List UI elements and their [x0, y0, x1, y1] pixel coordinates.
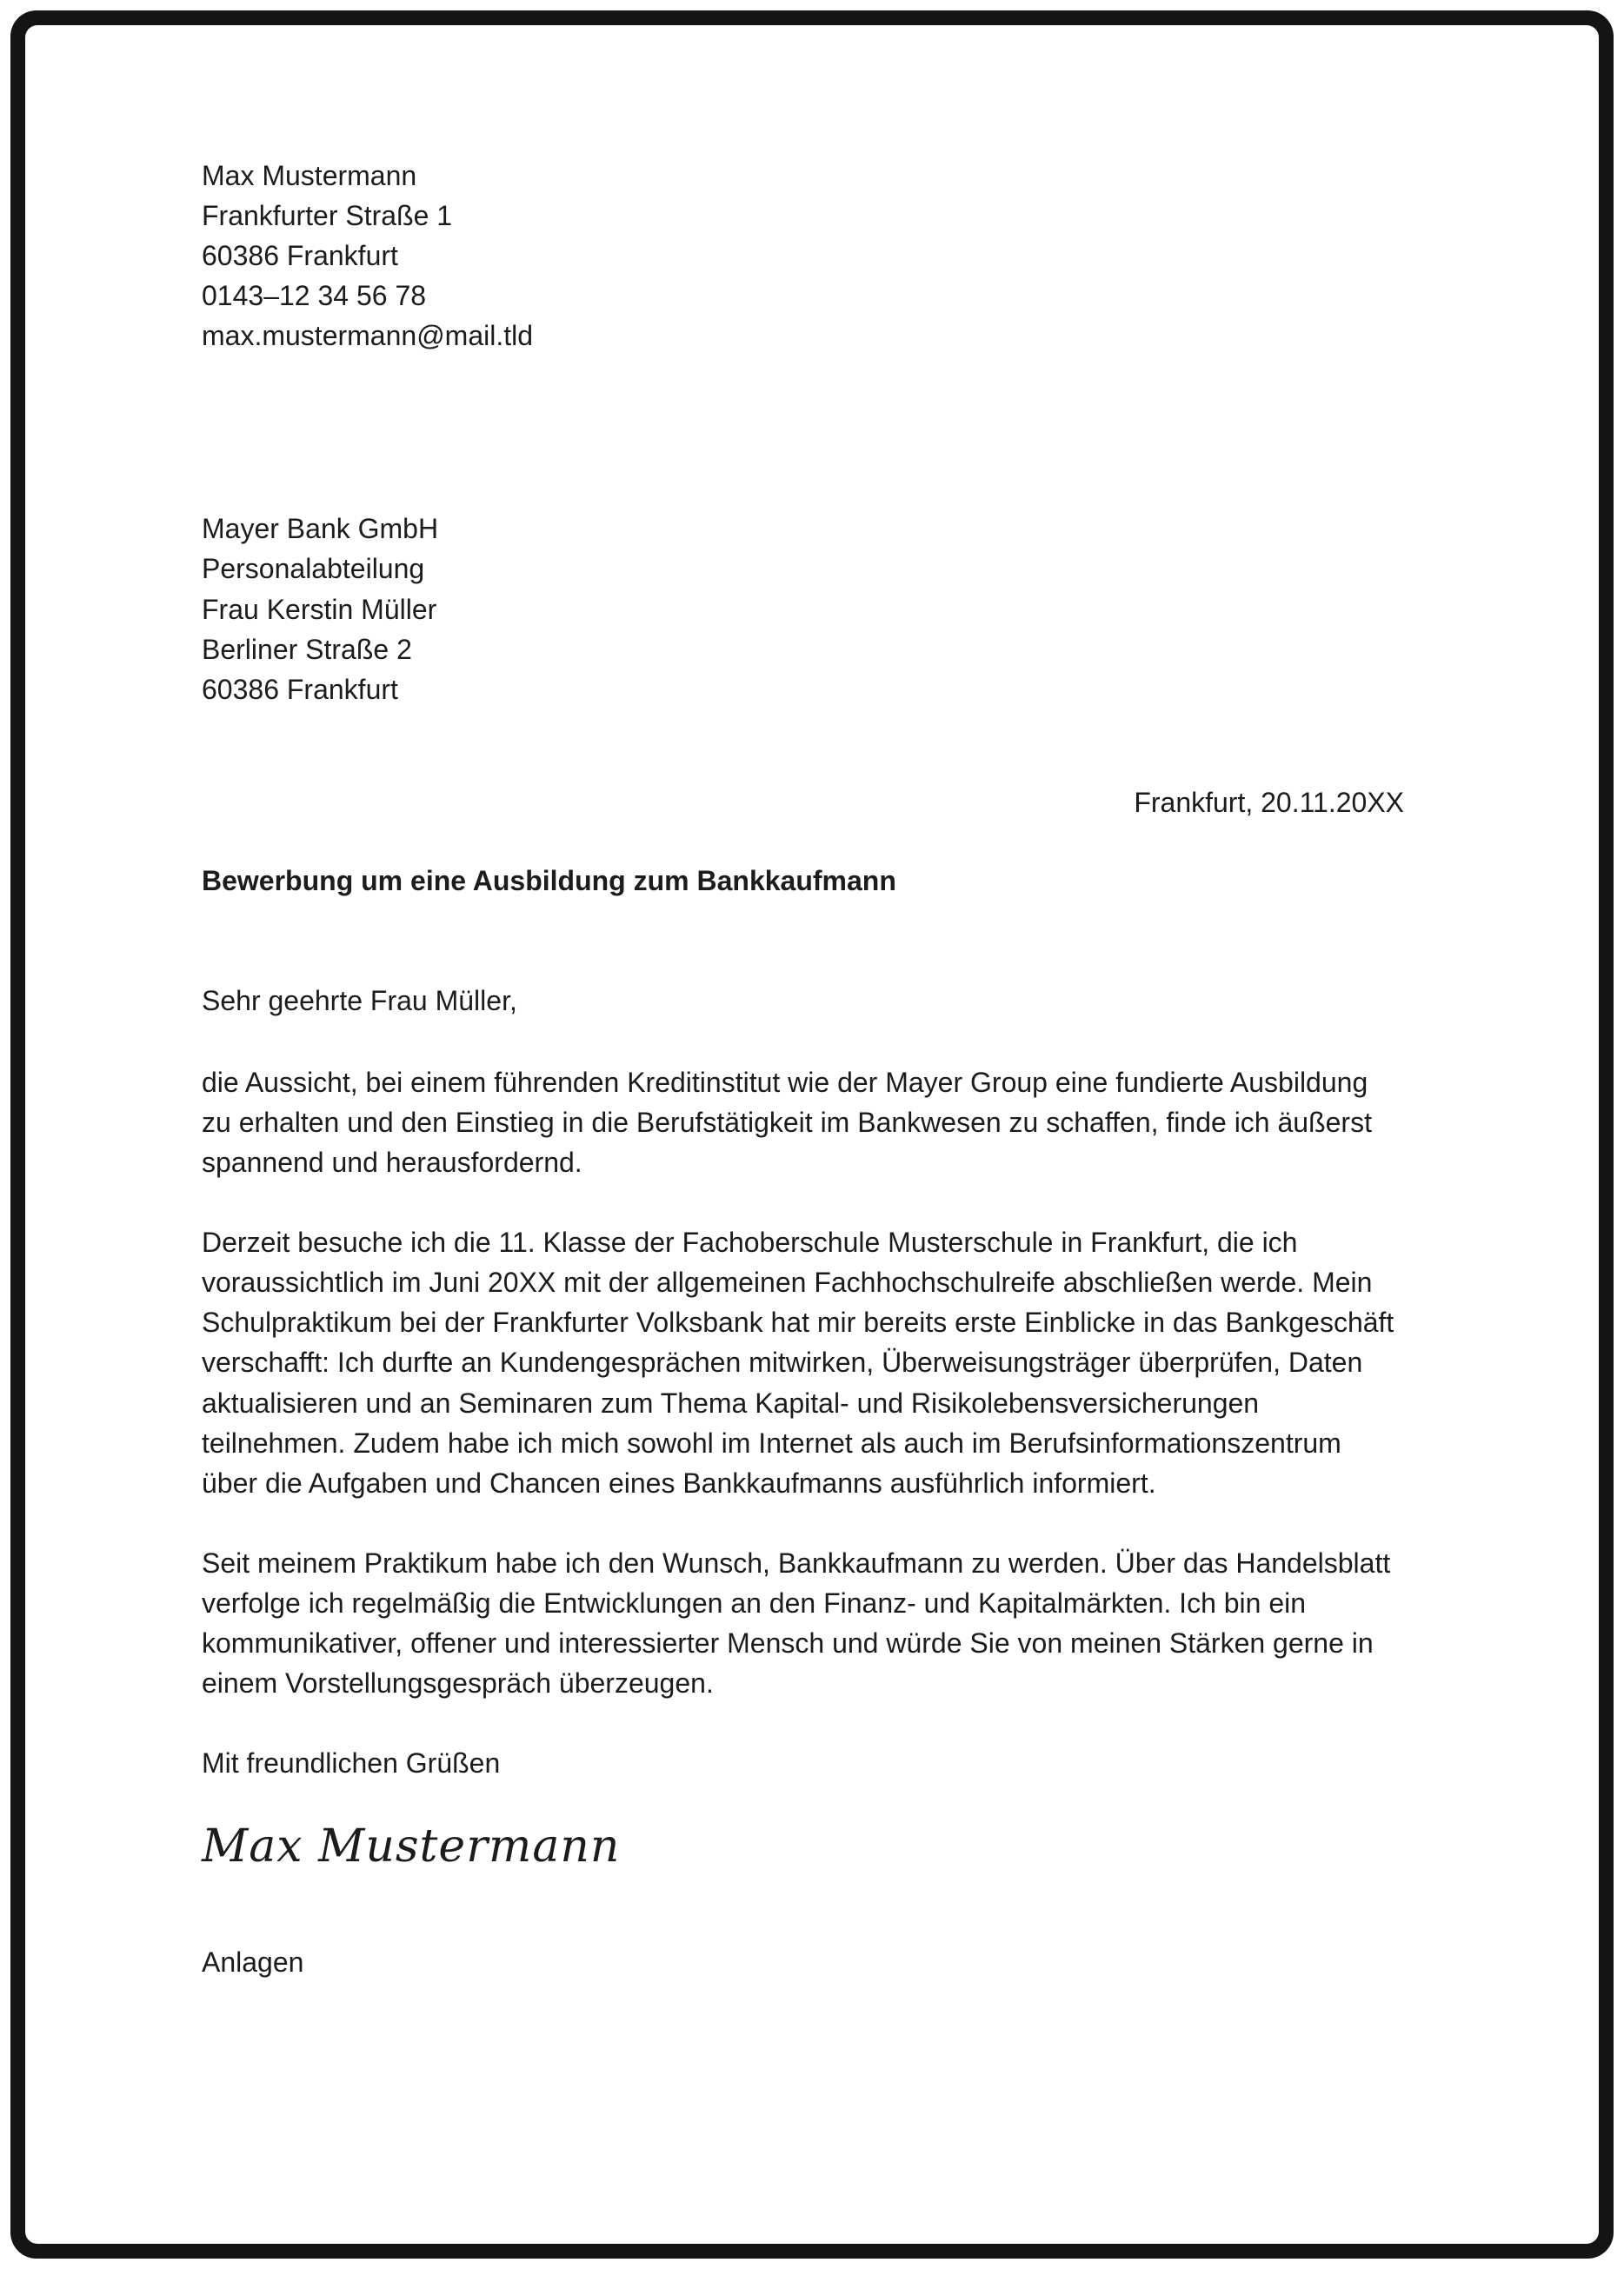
body-paragraph-3: Seit meinem Praktikum habe ich den Wunsch, Bankkaufmann zu werden. Über das Handelsblatt verfolge ich regelmäßig die Entwicklungen an den Finanz- und Kapitalmärkten. Ich bin ein kommunikativer, offener und interessierter Mensch und würde Sie von meinen Stärken gerne in einem Vorstellungsgespräch überzeugen. — [202, 1547, 1391, 1700]
letter-date: Frankfurt, 20.11.20XX — [1134, 786, 1404, 818]
enclosures-label: Anlagen — [202, 1946, 304, 1978]
subject-line: Bewerbung um eine Ausbildung zum Bankkaufmann — [202, 864, 896, 896]
sender-city: 60386 Frankfurt — [202, 240, 398, 272]
salutation: Sehr geehrte Frau Müller, — [202, 984, 517, 1016]
body-paragraph-2: Derzeit besuche ich die 11. Klasse der Fachoberschule Musterschule in Frankfurt, die ich voraussichtlich im Juni 20XX mit der allgemeinen Fachhochschulreife abschließen werde. Mein Schulpraktikum bei der Frankfurter Volksbank hat mir bereits erste Einblicke in das Bankgeschäft verschafft: Ich durfte an Kundengesprächen mitwirken, Überweisungsträger überprüfen, Daten aktualisieren und an Seminaren zum Thema Kapital- und Risikolebensversicherungen teilnehmen. Zudem habe ich mich sowohl im Internet als auch im Berufsinformationszentrum über die Aufgaben und Chancen eines Bankkaufmanns ausführlich informiert. — [202, 1227, 1394, 1499]
sender-name: Max Mustermann — [202, 160, 417, 191]
recipient-street: Berliner Straße 2 — [202, 633, 412, 665]
sender-email: max.mustermann@mail.tld — [202, 320, 534, 352]
recipient-department: Personalabteilung — [202, 553, 425, 585]
page-frame — [10, 10, 1614, 2259]
closing-formula: Mit freundlichen Grüßen — [202, 1747, 501, 1780]
sender-street: Frankfurter Straße 1 — [202, 200, 453, 232]
recipient-address — [202, 509, 1404, 709]
recipient-city: 60386 Frankfurt — [202, 673, 398, 705]
recipient-contact: Frau Kerstin Müller — [202, 593, 437, 625]
body-paragraph-1: die Aussicht, bei einem führenden Kreditinstitut wie der Mayer Group eine fundierte Ausbildung zu erhalten und den Einstieg in die Berufstätigkeit im Bankwesen zu schaffen, finde ich äußerst spannend und herausfordernd. — [202, 1067, 1372, 1179]
sender-phone: 0143–12 34 56 78 — [202, 280, 427, 312]
signature: Max Mustermann — [202, 1820, 621, 1873]
recipient-company: Mayer Bank GmbH — [202, 513, 439, 545]
letter-page — [25, 25, 1599, 2244]
sender-address — [202, 156, 1404, 356]
